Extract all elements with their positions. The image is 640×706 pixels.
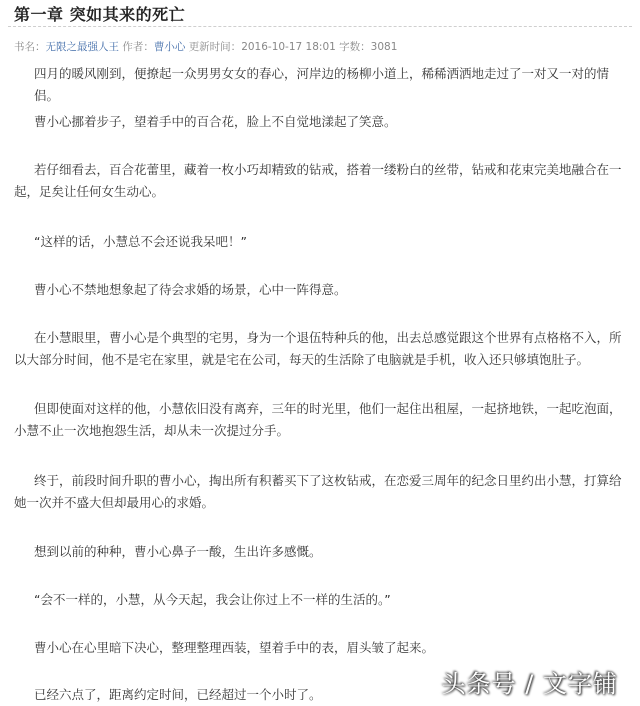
word-count-label: 字数： [339, 41, 371, 53]
paragraph: 四月的暖风刚到，便撩起一众男男女女的春心，河岸边的杨柳小道上，稀稀洒洒地走过了一对又一对的情侣。 [34, 66, 610, 103]
updated-value: 2016-10-17 18:01 [241, 41, 336, 53]
paragraph: 在小慧眼里，曹小心是个典型的宅男，身为一个退伍特种兵的他，出去总感觉跟这个世界有点格格不入，所以大部分时间，他不是宅在家里，就是宅在公司，每天的生活除了电脑就是手机，收入还只够填饱肚子。 [14, 330, 622, 367]
book-meta [14, 39, 397, 54]
paragraph: 已经六点了，距离约定时间，已经超过一个小时了。 [34, 687, 322, 702]
paragraph: 终于，前段时间升职的曹小心，掏出所有积蓄买下了这枚钻戒，在恋爱三周年的纪念日里约出小慧，打算给她一次并不盛大但却最用心的求婚。 [14, 473, 622, 510]
paragraph: 曹小心不禁地想象起了待会求婚的场景，心中一阵得意。 [34, 282, 347, 297]
chapter-title: 第一章 突如其来的死亡 [14, 5, 186, 24]
paragraph: 但即使面对这样的他，小慧依旧没有离弃，三年的时光里，他们一起住出租屋，一起挤地铁，一起吃泡面，小慧不止一次地抱怨生活，却从未一次提过分手。 [14, 401, 622, 438]
book-label: 书名： [14, 41, 46, 53]
paragraph: “会不一样的，小慧，从今天起，我会让你过上不一样的生活的。” [34, 592, 391, 607]
title-divider [8, 26, 632, 27]
word-count-value: 3081 [370, 41, 398, 53]
paragraph: 曹小心在心里暗下决心，整理整理西装，望着手中的表，眉头皱了起来。 [34, 640, 435, 655]
updated-label: 更新时间： [188, 41, 242, 53]
book-name-link[interactable]: 无限之最强人王 [45, 41, 119, 53]
paragraph: 想到以前的种种，曹小心鼻子一酸，生出许多感慨。 [34, 544, 322, 559]
author-name-link[interactable]: 曹小心 [153, 41, 186, 53]
watermark: 头条号 / 文字铺 [441, 670, 618, 698]
paragraph: 曹小心挪着步子，望着手中的百合花，脸上不自觉地漾起了笑意。 [34, 114, 397, 129]
author-label: 作者： [122, 41, 154, 53]
paragraph: 若仔细看去，百合花蕾里，藏着一枚小巧却精致的钻戒，搭着一缕粉白的丝带，钻戒和花束完美地融合在一起，足矣让任何女生动心。 [14, 162, 622, 199]
paragraph: “这样的话，小慧总不会还说我呆吧！” [34, 234, 247, 249]
